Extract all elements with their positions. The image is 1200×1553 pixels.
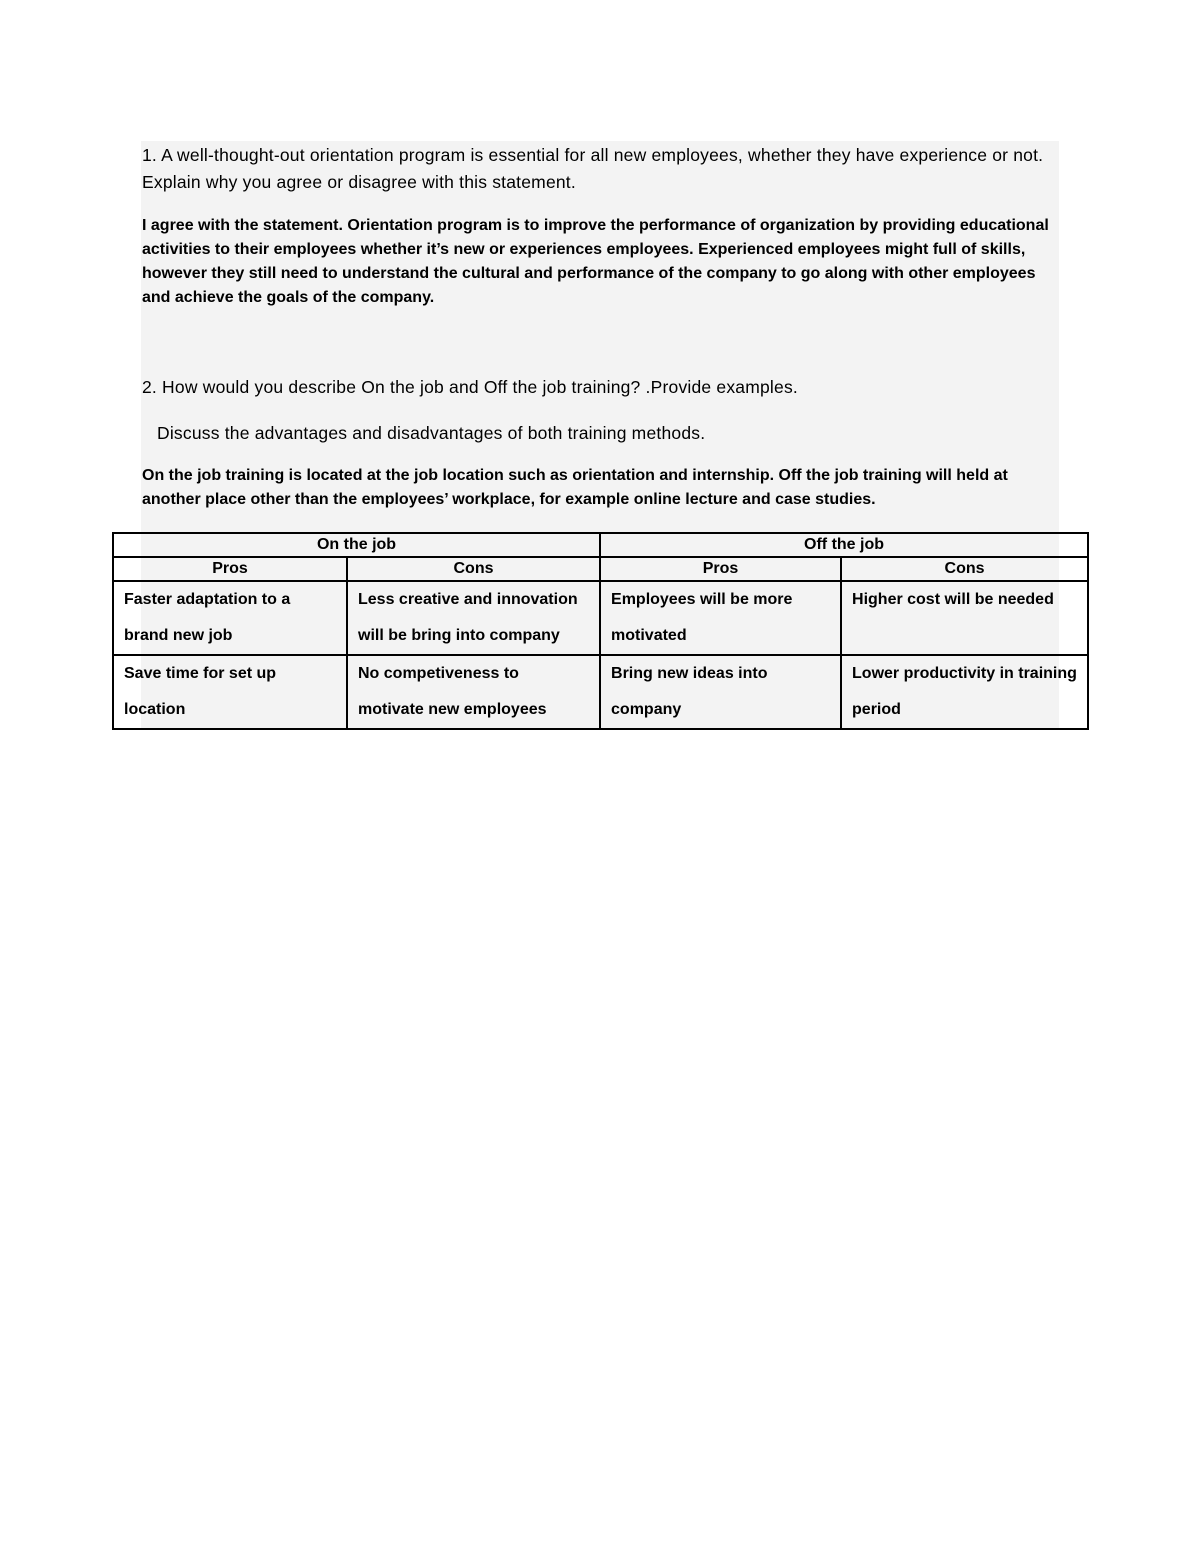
table-cell: Faster adaptation to a brand new job bbox=[113, 581, 347, 655]
question-2-prompt: 2. How would you describe On the job and Off the job training? .Provide examples. bbox=[142, 377, 798, 397]
subheader-on-job-pros: Pros bbox=[113, 557, 347, 581]
table-cell: Lower productivity in training period bbox=[841, 655, 1088, 729]
subheader-off-job-pros: Pros bbox=[600, 557, 841, 581]
table-cell: Employees will be more motivated bbox=[600, 581, 841, 655]
table-cell: Bring new ideas into company bbox=[600, 655, 841, 729]
question-1-prompt: 1. A well-thought-out orientation program is essential for all new employees, whether they have experience or not. Explain why you agree or disagree with this statement. bbox=[142, 145, 1044, 192]
table-row bbox=[113, 581, 1088, 655]
subheader-off-job-cons: Cons bbox=[841, 557, 1088, 581]
table-cell: Less creative and innovation will be bring into company bbox=[347, 581, 600, 655]
question-2-answer: On the job training is located at the job location such as orientation and internship. Off the job training will held at another place other than the employees’ workplace, for example online lecture and case studies. bbox=[142, 467, 1008, 508]
pros-cons-table bbox=[112, 532, 1089, 730]
subheader-on-job-cons: Cons bbox=[347, 557, 600, 581]
table-row bbox=[113, 655, 1088, 729]
group-header-on-the-job: On the job bbox=[113, 533, 600, 557]
table-subheader-row bbox=[113, 557, 1088, 581]
table-cell: No competiveness to motivate new employees bbox=[347, 655, 600, 729]
question-1-answer: I agree with the statement. Orientation program is to improve the performance of organization by providing educational activities to their employees whether it’s new or experiences employees. Experienced employees might full of skills, however they still need to understand the cultural and performance of the company to go along with other employees and achieve the goals of the company. bbox=[142, 217, 1049, 306]
table-cell: Save time for set up location bbox=[113, 655, 347, 729]
question-2-prompt-line2: Discuss the advantages and disadvantages of both training methods. bbox=[157, 423, 706, 443]
group-header-off-the-job: Off the job bbox=[600, 533, 1088, 557]
table-group-header-row bbox=[113, 533, 1088, 557]
table-cell: Higher cost will be needed bbox=[841, 581, 1088, 655]
